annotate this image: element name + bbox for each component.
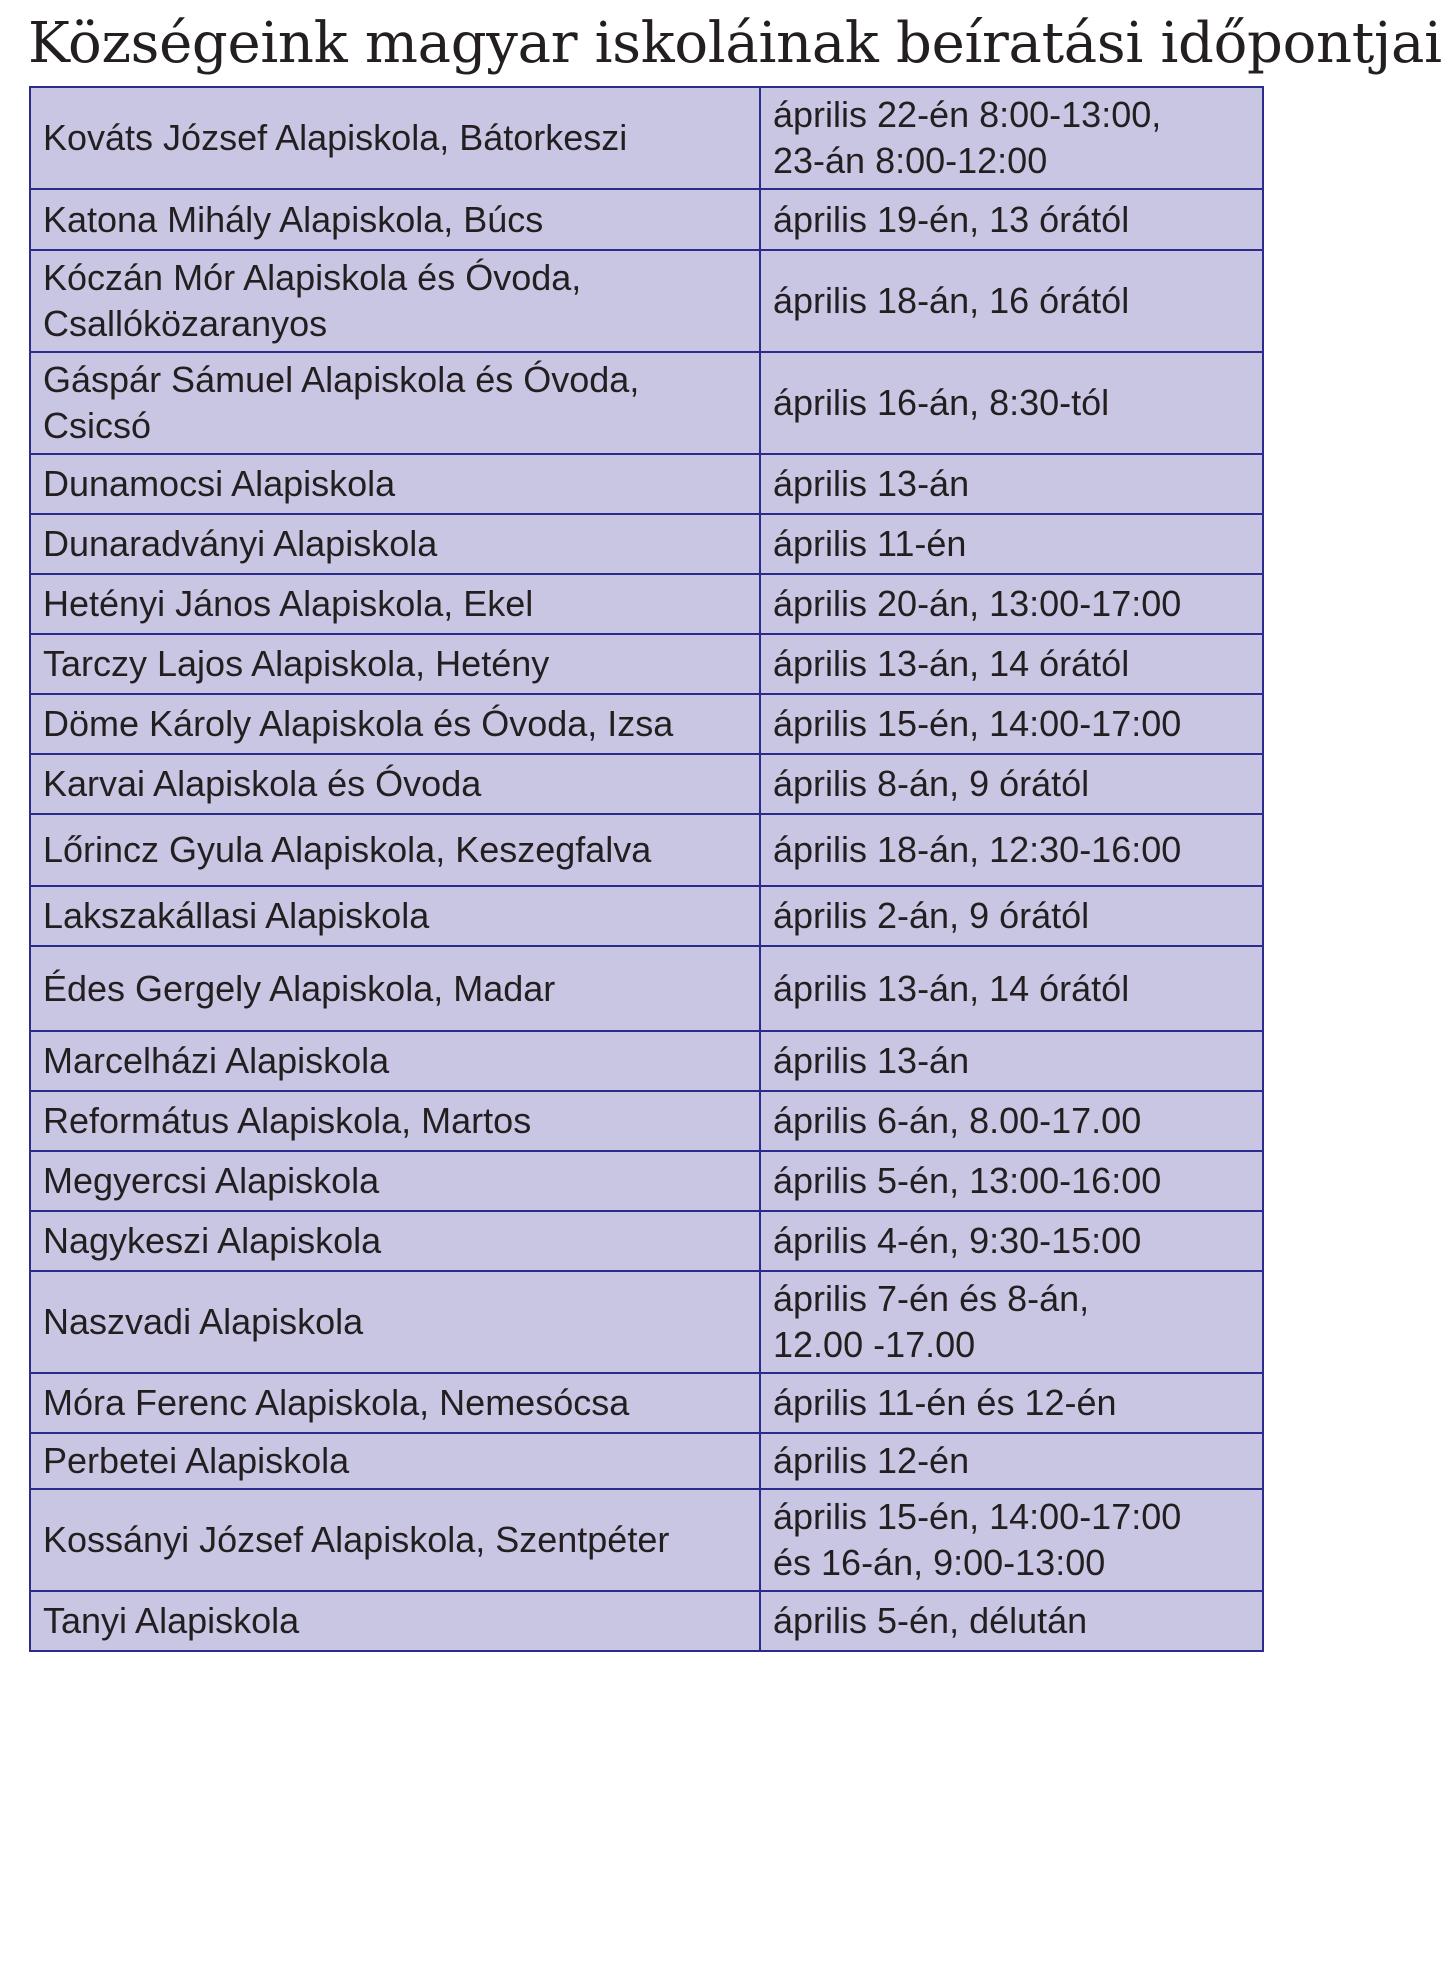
enrollment-date-cell: április 2-án, 9 órától (760, 886, 1263, 946)
enrollment-date-cell: április 12-én (760, 1433, 1263, 1489)
table-row (30, 1271, 1263, 1373)
school-name-cell: Kóczán Mór Alapiskola és Óvoda, Csallóközaranyos (30, 250, 760, 352)
enrollment-date-cell: április 13-án (760, 1031, 1263, 1091)
enrollment-date-cell: április 22-én 8:00-13:00, 23-án 8:00-12:00 (760, 87, 1263, 189)
school-name-cell: Karvai Alapiskola és Óvoda (30, 754, 760, 814)
table-row (30, 1433, 1263, 1489)
enrollment-date-cell: április 11-én és 12-én (760, 1373, 1263, 1433)
school-name-cell: Perbetei Alapiskola (30, 1433, 760, 1489)
enrollment-date-cell: április 15-én, 14:00-17:00 (760, 694, 1263, 754)
table-row (30, 814, 1263, 886)
school-name-cell: Kossányi József Alapiskola, Szentpéter (30, 1489, 760, 1591)
enrollment-date-cell: április 18-án, 12:30-16:00 (760, 814, 1263, 886)
school-name-cell: Nagykeszi Alapiskola (30, 1211, 760, 1271)
table-row (30, 454, 1263, 514)
school-name-cell: Lakszakállasi Alapiskola (30, 886, 760, 946)
table-row (30, 352, 1263, 454)
school-name-cell: Marcelházi Alapiskola (30, 1031, 760, 1091)
table-row (30, 1091, 1263, 1151)
school-name-cell: Kováts József Alapiskola, Bátorkeszi (30, 87, 760, 189)
table-row (30, 1151, 1263, 1211)
enrollment-date-cell: április 13-án (760, 454, 1263, 514)
table-row (30, 1591, 1263, 1651)
table-row (30, 574, 1263, 634)
enrollment-date-cell: április 20-án, 13:00-17:00 (760, 574, 1263, 634)
enrollment-date-cell: április 13-án, 14 órától (760, 634, 1263, 694)
enrollment-date-cell: április 15-én, 14:00-17:00 és 16-án, 9:00-13:00 (760, 1489, 1263, 1591)
table-row (30, 634, 1263, 694)
table-row (30, 886, 1263, 946)
enrollment-date-cell: április 5-én, 13:00-16:00 (760, 1151, 1263, 1211)
table-row (30, 1031, 1263, 1091)
table-row (30, 514, 1263, 574)
table-row (30, 1211, 1263, 1271)
enrollment-date-cell: április 19-én, 13 órától (760, 189, 1263, 250)
table-row (30, 754, 1263, 814)
enrollment-date-cell: április 16-án, 8:30-tól (760, 352, 1263, 454)
enrollment-date-cell: április 5-én, délután (760, 1591, 1263, 1651)
school-name-cell: Tarczy Lajos Alapiskola, Hetény (30, 634, 760, 694)
school-name-cell: Édes Gergely Alapiskola, Madar (30, 946, 760, 1031)
enrollment-date-cell: április 7-én és 8-án, 12.00 -17.00 (760, 1271, 1263, 1373)
school-name-cell: Dunamocsi Alapiskola (30, 454, 760, 514)
school-name-cell: Naszvadi Alapiskola (30, 1271, 760, 1373)
school-name-cell: Dunaradványi Alapiskola (30, 514, 760, 574)
school-name-cell: Hetényi János Alapiskola, Ekel (30, 574, 760, 634)
school-name-cell: Katona Mihály Alapiskola, Búcs (30, 189, 760, 250)
enrollment-date-cell: április 6-án, 8.00-17.00 (760, 1091, 1263, 1151)
enrollment-date-cell: április 4-én, 9:30-15:00 (760, 1211, 1263, 1271)
enrollment-schedule-table (29, 86, 1264, 1652)
school-name-cell: Tanyi Alapiskola (30, 1591, 760, 1651)
table-row (30, 694, 1263, 754)
school-name-cell: Gáspár Sámuel Alapiskola és Óvoda, Csicsó (30, 352, 760, 454)
table-row (30, 1489, 1263, 1591)
table-row (30, 189, 1263, 250)
table-row (30, 87, 1263, 189)
school-name-cell: Megyercsi Alapiskola (30, 1151, 760, 1211)
page-title: Községeink magyar iskoláinak beíratási időpontjai (28, 11, 1442, 76)
school-name-cell: Református Alapiskola, Martos (30, 1091, 760, 1151)
school-name-cell: Lőrincz Gyula Alapiskola, Keszegfalva (30, 814, 760, 886)
school-name-cell: Móra Ferenc Alapiskola, Nemesócsa (30, 1373, 760, 1433)
table-body (30, 87, 1263, 1651)
enrollment-date-cell: április 18-án, 16 órától (760, 250, 1263, 352)
enrollment-date-cell: április 8-án, 9 órától (760, 754, 1263, 814)
enrollment-date-cell: április 13-án, 14 órától (760, 946, 1263, 1031)
table-row (30, 1373, 1263, 1433)
table-row (30, 946, 1263, 1031)
enrollment-date-cell: április 11-én (760, 514, 1263, 574)
school-name-cell: Döme Károly Alapiskola és Óvoda, Izsa (30, 694, 760, 754)
table-row (30, 250, 1263, 352)
